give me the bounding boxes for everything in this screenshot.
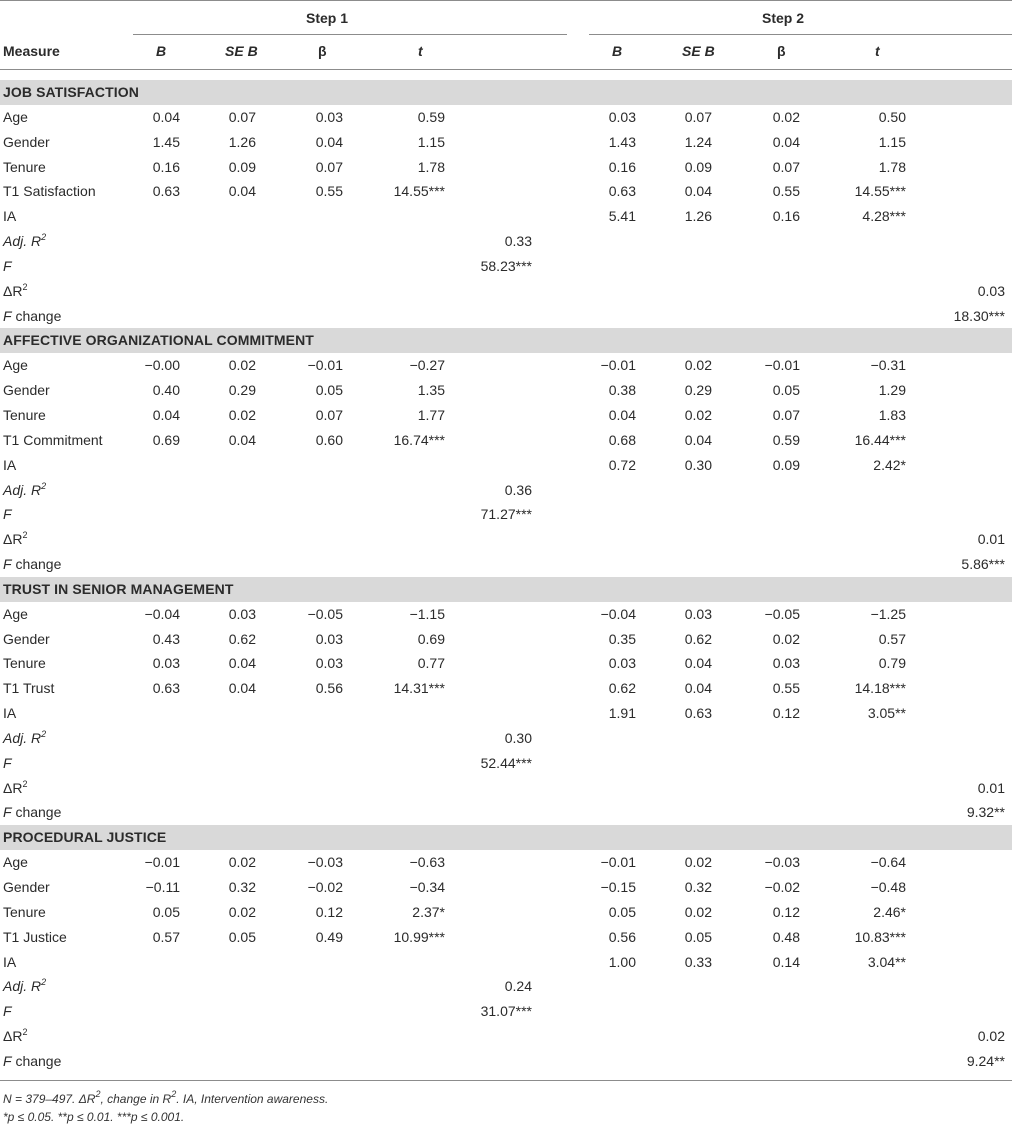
delta-r2-label-text: ΔR xyxy=(3,531,23,548)
row-label: T1 Trust xyxy=(3,680,55,697)
table-row xyxy=(0,900,1012,925)
step1-value: −0.34 xyxy=(409,879,445,895)
step2-value: 0.03 xyxy=(684,605,712,622)
step2-value: 0.02 xyxy=(684,406,712,423)
step1-value: 0.40 xyxy=(152,382,180,399)
table-row xyxy=(0,850,1012,875)
step1-value: 0.60 xyxy=(315,431,343,448)
step1-value: −0.05 xyxy=(307,605,343,622)
step2-value: 5.41 xyxy=(608,208,636,225)
step2-value: 2.42* xyxy=(873,456,906,473)
row-label: Tenure xyxy=(3,406,46,423)
step2-value: 0.59 xyxy=(772,431,800,448)
step2-value: 0.04 xyxy=(608,406,636,423)
row-label: Tenure xyxy=(3,903,46,920)
f-change-row xyxy=(0,304,1012,329)
step1-value: 0.02 xyxy=(228,357,256,374)
f-change-symbol: F xyxy=(3,556,12,573)
step1-seb-header: SE B xyxy=(225,43,258,59)
f-row xyxy=(0,502,1012,527)
step2-value: 0.63 xyxy=(608,183,636,200)
step1-value: 14.55*** xyxy=(393,183,445,200)
step1-value: 0.04 xyxy=(152,108,180,125)
step2-value: 0.09 xyxy=(772,456,800,473)
step2-value: 0.79 xyxy=(878,655,906,672)
step1-value: 0.07 xyxy=(228,108,256,125)
step1-value: 0.03 xyxy=(152,655,180,672)
step1-value: 2.37* xyxy=(412,903,445,920)
adj-r2-row xyxy=(0,726,1012,751)
section-header-row xyxy=(0,328,1012,353)
step2-value: 1.00 xyxy=(608,953,636,970)
step2-value: 1.43 xyxy=(608,133,636,150)
delta-r2-label-superscript: 2 xyxy=(22,778,28,789)
step1-value: 1.26 xyxy=(228,133,256,150)
step1-underline xyxy=(133,34,567,35)
step1-value: 0.55 xyxy=(315,183,343,200)
step1-value: 0.05 xyxy=(152,903,180,920)
step2-value: 0.05 xyxy=(772,382,800,399)
step2-value: −0.31 xyxy=(870,357,906,374)
step1-value: 0.43 xyxy=(152,630,180,647)
f-change-value: 5.86*** xyxy=(961,556,1005,573)
table-note: N = 379–497. $\Delta R^2$, change in $R^2$. IA, Intervention awareness. xyxy=(3,1089,329,1106)
f-value: 71.27*** xyxy=(480,506,532,523)
step2-value: 1.29 xyxy=(878,382,906,399)
step1-value: −0.01 xyxy=(144,854,180,871)
f-value: 52.44*** xyxy=(480,754,532,771)
table-row xyxy=(0,130,1012,155)
step1-value: 0.05 xyxy=(315,382,343,399)
delta-r2-label-text: ΔR xyxy=(3,1028,23,1045)
step1-value: 0.62 xyxy=(228,630,256,647)
step2-value: 3.05** xyxy=(867,705,906,722)
adj-r2-label-superscript: 2 xyxy=(41,728,47,739)
step2-value: 0.33 xyxy=(684,953,712,970)
step2-value: 0.16 xyxy=(772,208,800,225)
step2-value: 4.28*** xyxy=(862,208,906,225)
f-change-symbol: F xyxy=(3,1052,12,1069)
row-label: Age xyxy=(3,854,28,871)
step1-value: 0.07 xyxy=(315,406,343,423)
step1-value: −1.15 xyxy=(409,605,445,622)
f-change-value: 9.32** xyxy=(966,804,1005,821)
step2-value: 0.07 xyxy=(772,406,800,423)
table-row xyxy=(0,602,1012,627)
step1-value: 1.35 xyxy=(417,382,445,399)
step1-value: 14.31*** xyxy=(393,680,445,697)
table-row xyxy=(0,105,1012,130)
section-title: TRUST IN SENIOR MANAGEMENT xyxy=(3,580,234,597)
adj-r2-label xyxy=(3,974,46,999)
f-row xyxy=(0,751,1012,776)
row-label: IA xyxy=(3,705,17,722)
step1-value: −0.01 xyxy=(307,357,343,374)
f-change-label: F change xyxy=(3,307,62,324)
delta-r2-label xyxy=(3,1024,27,1049)
step2-b-header: B xyxy=(612,43,623,59)
table-row xyxy=(0,875,1012,900)
step2-value: 0.03 xyxy=(608,655,636,672)
table-row xyxy=(0,179,1012,204)
step2-value: 10.83*** xyxy=(854,928,906,945)
f-change-label: F change xyxy=(3,556,62,573)
measure-header: Measure xyxy=(3,43,60,59)
step2-value: −0.01 xyxy=(764,357,800,374)
adj-r2-value: 0.36 xyxy=(504,481,532,498)
step2-value: −0.02 xyxy=(764,879,800,895)
step2-value: 1.78 xyxy=(878,158,906,175)
section-title: JOB SATISFACTION xyxy=(3,84,139,100)
adj-r2-label xyxy=(3,726,46,751)
step2-value: 0.02 xyxy=(772,108,800,125)
step1-value: 0.05 xyxy=(228,928,256,945)
table-row xyxy=(0,204,1012,229)
delta-r2-value: 0.01 xyxy=(977,531,1005,548)
step2-value: −0.01 xyxy=(600,357,636,374)
step2-value: −0.05 xyxy=(764,605,800,622)
step2-value: 0.03 xyxy=(608,108,636,125)
row-label: Tenure xyxy=(3,158,46,175)
adj-r2-row xyxy=(0,974,1012,999)
step2-value: 0.50 xyxy=(878,108,906,125)
step1-value: 0.56 xyxy=(315,680,343,697)
table-body xyxy=(0,80,1012,1074)
step1-value: 0.03 xyxy=(315,108,343,125)
step2-value: −0.64 xyxy=(870,854,906,871)
table-row xyxy=(0,428,1012,453)
step1-value: 0.49 xyxy=(315,928,343,945)
step2-value: −1.25 xyxy=(870,605,906,622)
step1-value: 0.03 xyxy=(315,655,343,672)
step2-beta-header: β xyxy=(777,43,786,59)
step1-value: −0.04 xyxy=(144,605,180,622)
f-change-row xyxy=(0,1049,1012,1074)
section-header-row xyxy=(0,577,1012,602)
step1-value: 0.04 xyxy=(315,133,343,150)
adj-r2-row xyxy=(0,229,1012,254)
step1-value: 0.04 xyxy=(228,431,256,448)
delta-r2-label-superscript: 2 xyxy=(22,1027,28,1038)
row-label: Age xyxy=(3,605,28,622)
delta-r2-label xyxy=(3,279,27,304)
table-row xyxy=(0,353,1012,378)
step1-value: 0.04 xyxy=(228,680,256,697)
step1-value: 10.99*** xyxy=(393,928,445,945)
step1-value: −0.00 xyxy=(144,357,180,374)
table-row xyxy=(0,155,1012,180)
row-label: T1 Justice xyxy=(3,928,67,945)
step2-t-header: t xyxy=(875,43,880,59)
step2-value: 0.04 xyxy=(772,133,800,150)
step2-value: 0.09 xyxy=(684,158,712,175)
adj-r2-label-superscript: 2 xyxy=(41,232,47,243)
f-label: F xyxy=(3,1003,12,1020)
step2-value: 14.18*** xyxy=(854,680,906,697)
step2-value: −0.15 xyxy=(600,879,636,895)
step2-value: 16.44*** xyxy=(854,431,906,448)
significance-note: *p ≤ 0.05. **p ≤ 0.01. ***p ≤ 0.001. xyxy=(3,1110,185,1124)
step2-value: 0.12 xyxy=(772,903,800,920)
table-row xyxy=(0,627,1012,652)
step2-value: −0.04 xyxy=(600,605,636,622)
step2-value: 1.91 xyxy=(608,705,636,722)
step2-value: 0.04 xyxy=(684,655,712,672)
f-row xyxy=(0,999,1012,1024)
row-label: Gender xyxy=(3,133,50,150)
step1-b-header: B xyxy=(156,43,167,59)
bottom-rule xyxy=(0,1080,1012,1081)
step2-value: 0.04 xyxy=(684,431,712,448)
step1-value: 1.45 xyxy=(152,133,180,150)
adj-r2-row xyxy=(0,478,1012,503)
step2-value: 0.30 xyxy=(684,456,712,473)
table-row xyxy=(0,453,1012,478)
table-row xyxy=(0,701,1012,726)
step1-value: 0.57 xyxy=(152,928,180,945)
delta-r2-label-superscript: 2 xyxy=(22,530,28,541)
step1-value: 0.69 xyxy=(417,630,445,647)
step1-value: 0.29 xyxy=(228,382,256,399)
f-label: F xyxy=(3,506,12,523)
step1-value: 0.12 xyxy=(315,903,343,920)
delta-r2-label-text: ΔR xyxy=(3,282,23,299)
delta-r2-row xyxy=(0,527,1012,552)
row-label: IA xyxy=(3,456,17,473)
delta-r2-value: 0.03 xyxy=(977,282,1005,299)
step2-seb-header: SE B xyxy=(682,43,715,59)
table-row xyxy=(0,925,1012,950)
adj-r2-label xyxy=(3,229,46,254)
adj-r2-label-superscript: 2 xyxy=(41,977,47,988)
delta-r2-label-text: ΔR xyxy=(3,779,23,796)
step1-value: 1.15 xyxy=(417,133,445,150)
f-change-symbol: F xyxy=(3,804,12,821)
step2-value: 0.02 xyxy=(684,903,712,920)
f-label: F xyxy=(3,754,12,771)
step2-value: 0.57 xyxy=(878,630,906,647)
step1-value: −0.03 xyxy=(307,854,343,871)
step2-value: 0.05 xyxy=(608,903,636,920)
step2-value: 0.02 xyxy=(684,854,712,871)
step2-value: 0.07 xyxy=(772,158,800,175)
step1-heading: Step 1 xyxy=(306,10,349,26)
row-label: Tenure xyxy=(3,655,46,672)
step1-value: 0.04 xyxy=(152,406,180,423)
header-rule xyxy=(0,69,1012,70)
f-change-label: F change xyxy=(3,804,62,821)
row-label: T1 Satisfaction xyxy=(3,183,96,200)
step2-value: −0.48 xyxy=(870,879,906,895)
step1-value: 0.59 xyxy=(417,108,445,125)
step1-value: 0.04 xyxy=(228,655,256,672)
section-header-row xyxy=(0,825,1012,850)
step2-value: 0.68 xyxy=(608,431,636,448)
delta-r2-row xyxy=(0,1024,1012,1049)
step2-value: −0.03 xyxy=(764,854,800,871)
step1-value: 0.09 xyxy=(228,158,256,175)
adj-r2-label-superscript: 2 xyxy=(41,480,47,491)
step1-value: 0.63 xyxy=(152,183,180,200)
step1-value: 16.74*** xyxy=(393,431,445,448)
step2-value: 0.03 xyxy=(772,655,800,672)
table-row xyxy=(0,950,1012,975)
row-label: IA xyxy=(3,953,17,970)
step1-value: 0.02 xyxy=(228,406,256,423)
f-change-value: 18.30*** xyxy=(953,307,1005,324)
section-title: PROCEDURAL JUSTICE xyxy=(3,829,167,846)
row-label: Gender xyxy=(3,879,50,895)
step1-value: 0.32 xyxy=(228,879,256,895)
f-value: 58.23*** xyxy=(480,257,532,274)
step2-value: 0.04 xyxy=(684,680,712,697)
step1-value: −0.02 xyxy=(307,879,343,895)
step2-value: 0.29 xyxy=(684,382,712,399)
step2-value: 0.07 xyxy=(684,108,712,125)
step2-value: 0.48 xyxy=(772,928,800,945)
adj-r2-value: 0.24 xyxy=(504,978,532,995)
step2-value: 1.26 xyxy=(684,208,712,225)
section-header-row xyxy=(0,80,1012,105)
f-change-row xyxy=(0,800,1012,825)
delta-r2-row xyxy=(0,776,1012,801)
step2-value: 0.35 xyxy=(608,630,636,647)
step2-value: 0.02 xyxy=(772,630,800,647)
f-change-symbol: F xyxy=(3,307,12,324)
step1-value: 0.04 xyxy=(228,183,256,200)
adj-r2-label-text: Adj. R xyxy=(3,481,42,498)
delta-r2-label xyxy=(3,527,27,552)
table-row xyxy=(0,651,1012,676)
step2-value: −0.01 xyxy=(600,854,636,871)
step1-value: −0.63 xyxy=(409,854,445,871)
delta-r2-label-superscript: 2 xyxy=(22,281,28,292)
row-label: T1 Commitment xyxy=(3,431,103,448)
delta-r2-row xyxy=(0,279,1012,304)
table-row xyxy=(0,403,1012,428)
step2-value: 0.38 xyxy=(608,382,636,399)
f-change-row xyxy=(0,552,1012,577)
step2-value: 3.04** xyxy=(867,953,906,970)
step2-value: 0.62 xyxy=(684,630,712,647)
section-title: AFFECTIVE ORGANIZATIONAL COMMITMENT xyxy=(3,332,314,349)
step2-value: 14.55*** xyxy=(854,183,906,200)
adj-r2-label-text: Adj. R xyxy=(3,978,42,995)
step1-value: −0.11 xyxy=(145,879,180,895)
step1-value: 0.16 xyxy=(152,158,180,175)
step1-value: 0.02 xyxy=(228,903,256,920)
table-row xyxy=(0,378,1012,403)
step2-value: 0.16 xyxy=(608,158,636,175)
delta-r2-label xyxy=(3,776,27,801)
step2-value: 0.55 xyxy=(772,183,800,200)
step2-underline xyxy=(589,34,1012,35)
row-label: Gender xyxy=(3,382,50,399)
step1-value: 0.69 xyxy=(152,431,180,448)
step2-value: 0.14 xyxy=(772,953,800,970)
f-value: 31.07*** xyxy=(480,1003,532,1020)
row-label: Age xyxy=(3,357,28,374)
step2-value: 0.32 xyxy=(684,879,712,895)
row-label: Age xyxy=(3,108,28,125)
step1-value: 0.03 xyxy=(228,605,256,622)
step2-value: 0.05 xyxy=(684,928,712,945)
step2-value: 0.63 xyxy=(684,705,712,722)
row-label: IA xyxy=(3,208,17,225)
f-row xyxy=(0,254,1012,279)
step2-value: 0.12 xyxy=(772,705,800,722)
top-rule xyxy=(0,0,1012,1)
adj-r2-label-text: Adj. R xyxy=(3,729,42,746)
f-label: F xyxy=(3,257,12,274)
delta-r2-value: 0.01 xyxy=(977,779,1005,796)
row-label: Gender xyxy=(3,630,50,647)
step2-value: 0.02 xyxy=(684,357,712,374)
adj-r2-value: 0.30 xyxy=(504,729,532,746)
step2-heading: Step 2 xyxy=(762,10,805,26)
step1-value: 0.03 xyxy=(315,630,343,647)
delta-r2-value: 0.02 xyxy=(977,1028,1005,1045)
step1-value: 0.63 xyxy=(152,680,180,697)
step2-value: 0.55 xyxy=(772,680,800,697)
step2-value: 2.46* xyxy=(873,903,906,920)
table-row xyxy=(0,676,1012,701)
f-change-value: 9.24** xyxy=(966,1052,1005,1069)
step2-value: 0.62 xyxy=(608,680,636,697)
step1-value: 0.77 xyxy=(417,655,445,672)
step2-value: 1.83 xyxy=(878,406,906,423)
step1-value: 1.78 xyxy=(417,158,445,175)
step2-value: 1.24 xyxy=(684,133,712,150)
step2-value: 0.56 xyxy=(608,928,636,945)
adj-r2-value: 0.33 xyxy=(504,233,532,250)
step1-value: 0.07 xyxy=(315,158,343,175)
step1-value: 1.77 xyxy=(417,406,445,423)
step1-value: 0.02 xyxy=(228,854,256,871)
adj-r2-label xyxy=(3,478,46,503)
step2-value: 0.72 xyxy=(608,456,636,473)
f-change-label: F change xyxy=(3,1052,62,1069)
adj-r2-label-text: Adj. R xyxy=(3,233,42,250)
step1-t-header: t xyxy=(418,43,423,59)
step1-beta-header: β xyxy=(318,43,327,59)
step2-value: 0.04 xyxy=(684,183,712,200)
step1-value: −0.27 xyxy=(409,357,445,374)
step2-value: 1.15 xyxy=(878,133,906,150)
